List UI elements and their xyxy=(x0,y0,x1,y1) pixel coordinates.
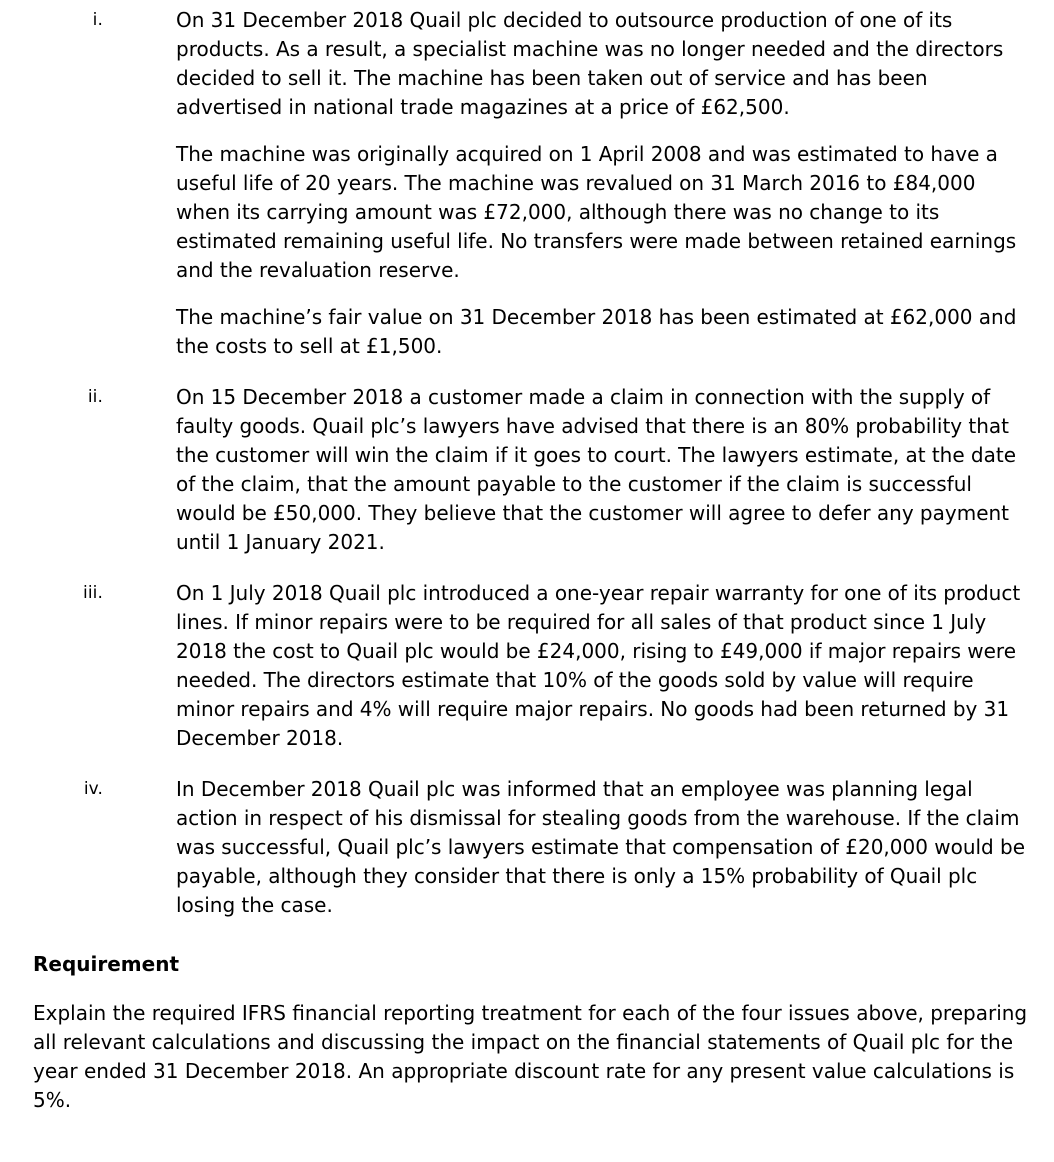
list-marker-ii: ii. xyxy=(87,387,103,407)
paragraph: On 31 December 2018 Quail plc decided to outsource production of one of its products. As a result, a specialist machine was no longer needed and the directors decided to sell it. The machine has been taken out of service and has been advertised in national trade magazines at a price of £62,500. xyxy=(176,8,1004,119)
paragraph: In December 2018 Quail plc was informed that an employee was planning legal action in respect of his dismissal for stealing goods from the warehouse. If the claim was successful, Quail plc’s lawyers estimate that compensation of £20,000 would be payable, although they consider that there is only a 15% probability of Quail plc losing the case. xyxy=(176,777,1025,917)
list-item xyxy=(33,6,1032,361)
requirement-section xyxy=(33,950,1032,1115)
list-marker-iv: iv. xyxy=(83,779,103,799)
list-marker-iii: iii. xyxy=(83,583,103,603)
list-marker-i: i. xyxy=(92,10,103,30)
paragraph: The machine was originally acquired on 1 April 2008 and was estimated to have a useful life of 20 years. The machine was revalued on 31 March 2016 to £84,000 when its carrying amount was £72,000, although there was no change to its estimated remaining useful life. No transfers were made between retained earnings and the revaluation reserve. xyxy=(176,142,1017,282)
paragraph: On 1 July 2018 Quail plc introduced a one-year repair warranty for one of its product lines. If minor repairs were to be required for all sales of that product since 1 July 2018 the cost to Quail plc would be £24,000, rising to £49,000 if major repairs were needed. The directors estimate that 10% of the goods sold by value will require minor repairs and 4% will require major repairs. No goods had been returned by 31 December 2018. xyxy=(176,581,1021,750)
list-item xyxy=(33,383,1032,557)
list-item xyxy=(33,775,1032,920)
issue-body-iv xyxy=(176,775,1032,920)
issue-body-i xyxy=(176,6,1032,361)
issue-body-iii xyxy=(176,579,1032,753)
paragraph: On 15 December 2018 a customer made a claim in connection with the supply of faulty goods. Quail plc’s lawyers have advised that there is an 80% probability that the customer will win the claim if it goes to court. The lawyers estimate, at the date of the claim, that the amount payable to the customer if the claim is successful would be £50,000. They believe that the customer will agree to defer any payment until 1 January 2021. xyxy=(176,385,1017,554)
issue-body-ii xyxy=(176,383,1032,557)
list-item xyxy=(33,579,1032,753)
paragraph: The machine’s fair value on 31 December 2018 has been estimated at £62,000 and the costs to sell at £1,500. xyxy=(176,305,1017,358)
requirement-heading: Requirement xyxy=(33,952,180,976)
requirement-body: Explain the required IFRS financial reporting treatment for each of the four issues above, preparing all relevant calculations and discussing the impact on the financial statements of Quail plc for the year ended 31 December 2018. An appropriate discount rate for any present value calculations is 5%. xyxy=(33,1001,1028,1112)
issue-list xyxy=(33,6,1032,920)
